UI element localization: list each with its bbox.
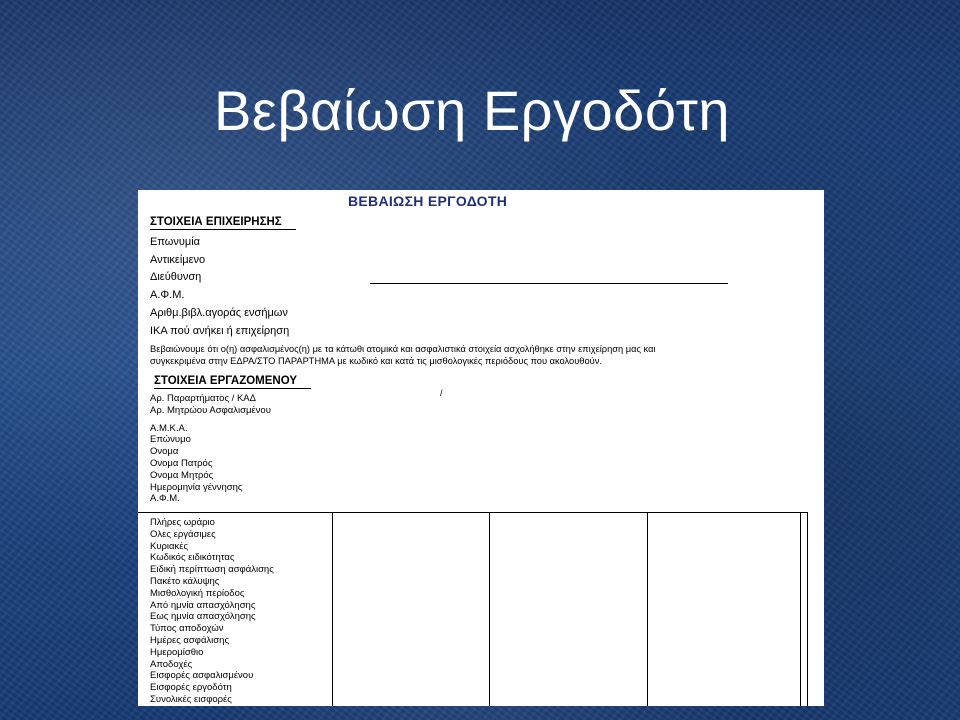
table-row-label: Εισφορές εργοδότη <box>150 682 232 694</box>
field-employee-tax-id: Α.Φ.Μ. <box>150 493 180 505</box>
table-row-label: Πακέτο κάλυψης <box>150 575 220 587</box>
table-row-label: Ημέρες ασφάλισης <box>150 634 230 646</box>
field-address: Διεύθυνση <box>150 271 202 284</box>
employee-section-heading: ΣΤΟΙΧΕΙΑ ΕΡΓΑΖΟΜΕΝΟΥ <box>154 375 311 389</box>
company-section-heading: ΣΤΟΙΧΕΙΑ ΕΠΙΧΕΙΡΗΣΗΣ <box>150 216 296 230</box>
field-ika-branch: ΙΚΑ πού ανήκει ή επιχείρηση <box>150 324 290 337</box>
table-column-divider <box>332 512 333 706</box>
employer-certificate-document <box>138 190 824 706</box>
field-birth-date: Ημερομηνία γέννησης <box>150 481 243 493</box>
field-mother-name: Ονομα Μητρός <box>150 469 214 481</box>
certification-line-1: Βεβαιώνουμε ότι ο(η) ασφαλισμένος(η) με τα κάτωθι ατομικά και ασφαλιστικά στοιχεία ασχολήθηκε στην επιχείρηση μας και <box>150 344 656 354</box>
field-father-name: Ονομα Πατρός <box>150 457 213 469</box>
field-tax-id: Α.Φ.Μ. <box>150 289 185 302</box>
table-row-label: Συνολικές εισφορές <box>150 693 232 705</box>
table-row-label: Κυριακές <box>150 540 189 552</box>
table-row-label: Μισθολογική περίοδος <box>150 587 245 599</box>
table-column-divider <box>647 512 648 706</box>
field-company-name: Επωνυμία <box>150 236 201 248</box>
table-row-label: Εως ημνία απασχόλησης <box>150 611 256 623</box>
field-surname: Επώνυμο <box>150 434 191 446</box>
table-column-divider <box>800 512 801 706</box>
table-row-label: Ειδική περίπτωση ασφάλισης <box>150 564 274 576</box>
slide-title: Βεβαίωση Εργοδότη <box>214 79 730 142</box>
field-branch-kad: Αρ. Παραρτήματος / ΚΑΔ <box>150 393 256 404</box>
table-row-label: Από ημνία απασχόλησης <box>150 599 256 611</box>
employee-fields-list <box>150 393 271 505</box>
table-row-label: Τύπος αποδοχών <box>150 623 224 635</box>
certification-line-2: συγκεκριμένα στην ΕΔΡΑ/ΣΤΟ ΠΑΡΑΡΤΗΜΑ με κωδικό και κατά τις μισθολογικές περιόδους που ακολουθούν. <box>150 356 602 366</box>
table-top-border <box>138 512 808 513</box>
table-column-divider <box>489 512 490 706</box>
table-column-divider <box>807 512 808 706</box>
table-row-label: Πλήρες ωράριο <box>150 517 215 528</box>
field-amka: Α.Μ.Κ.Α. <box>150 422 188 434</box>
address-underline <box>370 283 728 284</box>
field-insured-registry-number: Αρ. Μητρώου Ασφαλισμένου <box>150 404 271 416</box>
branch-separator-slash: / <box>440 388 443 398</box>
table-row-label: Κωδικός ειδικότητας <box>150 552 235 564</box>
field-first-name: Ονομα <box>150 446 179 458</box>
certification-text <box>150 343 810 367</box>
company-fields-list <box>150 234 289 340</box>
field-stamp-book-number: Αριθμ.βιβλ.αγοράς ενσήμων <box>150 306 288 319</box>
field-business-activity: Αντικείμενο <box>150 253 206 266</box>
table-row-label: Εισφορές ασφαλισμένου <box>150 670 254 682</box>
table-row-label: Ολες εργάσιμες <box>150 528 216 540</box>
table-row-label: Αποδοχές <box>150 658 193 670</box>
table-row-label: Ημερομίσθιο <box>150 646 204 658</box>
work-table-row-labels <box>150 517 274 706</box>
document-title: ΒΕΒΑΙΩΣΗ ΕΡΓΟΔΟΤΗ <box>348 193 508 209</box>
